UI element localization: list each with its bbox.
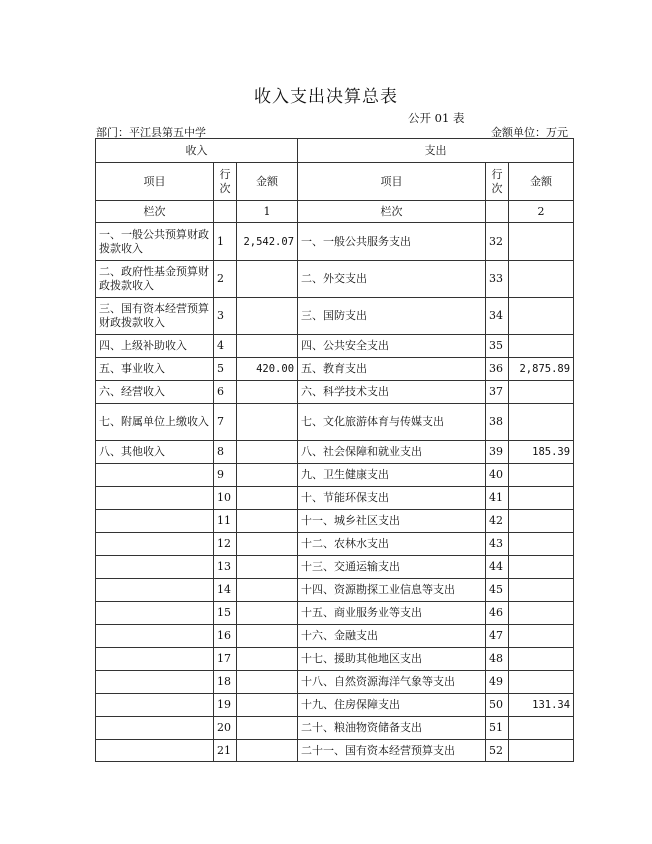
form-number: 公开 01 表 bbox=[408, 111, 465, 125]
income-amount bbox=[237, 487, 298, 510]
income-row-number: 5 bbox=[214, 358, 237, 381]
expense-amount bbox=[509, 335, 574, 358]
expense-amount bbox=[509, 556, 574, 579]
table-row bbox=[96, 358, 574, 381]
expense-item: 十八、自然资源海洋气象等支出 bbox=[298, 671, 486, 694]
income-item bbox=[96, 556, 214, 579]
income-amount bbox=[237, 717, 298, 740]
expense-item: 八、社会保障和就业支出 bbox=[298, 441, 486, 464]
income-row-number: 15 bbox=[214, 602, 237, 625]
amount-unit-label: 金额单位：万元 bbox=[491, 126, 568, 139]
expense-row-number: 40 bbox=[486, 464, 509, 487]
expense-amount bbox=[509, 381, 574, 404]
table-row bbox=[96, 298, 574, 335]
expense-row-number: 43 bbox=[486, 533, 509, 556]
income-item bbox=[96, 602, 214, 625]
expense-amount bbox=[509, 223, 574, 261]
expense-item: 十六、金融支出 bbox=[298, 625, 486, 648]
income-item: 六、经营收入 bbox=[96, 381, 214, 404]
income-amount: 2,542.07 bbox=[237, 223, 298, 261]
income-amount bbox=[237, 381, 298, 404]
income-item bbox=[96, 487, 214, 510]
expense-item: 九、卫生健康支出 bbox=[298, 464, 486, 487]
income-item bbox=[96, 579, 214, 602]
table-row bbox=[96, 441, 574, 464]
expense-amount bbox=[509, 510, 574, 533]
income-amount bbox=[237, 510, 298, 533]
expense-item-header: 项目 bbox=[298, 163, 486, 201]
income-amount bbox=[237, 556, 298, 579]
income-item bbox=[96, 671, 214, 694]
expense-lanci-number: 2 bbox=[509, 201, 574, 223]
table-row bbox=[96, 579, 574, 602]
income-amount bbox=[237, 602, 298, 625]
expense-item: 二十一、国有资本经营预算支出 bbox=[298, 740, 486, 762]
income-lanci-label: 栏次 bbox=[96, 201, 214, 223]
expense-amount bbox=[509, 298, 574, 335]
table-row bbox=[96, 335, 574, 358]
expense-row-number: 39 bbox=[486, 441, 509, 464]
expense-amount bbox=[509, 740, 574, 762]
income-item: 四、上级补助收入 bbox=[96, 335, 214, 358]
column-header-row bbox=[96, 163, 574, 201]
expense-row-number: 49 bbox=[486, 671, 509, 694]
income-item: 八、其他收入 bbox=[96, 441, 214, 464]
table-row bbox=[96, 404, 574, 441]
income-row-number: 9 bbox=[214, 464, 237, 487]
income-amount bbox=[237, 298, 298, 335]
table-row bbox=[96, 625, 574, 648]
income-item: 二、政府性基金预算财政拨款收入 bbox=[96, 261, 214, 298]
income-row-number: 16 bbox=[214, 625, 237, 648]
income-amount bbox=[237, 694, 298, 717]
expense-row-number: 48 bbox=[486, 648, 509, 671]
income-item: 三、国有资本经营预算财政拨款收入 bbox=[96, 298, 214, 335]
income-amount bbox=[237, 261, 298, 298]
expense-lanci-label: 栏次 bbox=[298, 201, 486, 223]
income-item bbox=[96, 717, 214, 740]
income-amount bbox=[237, 335, 298, 358]
income-row-number: 13 bbox=[214, 556, 237, 579]
table-row bbox=[96, 510, 574, 533]
lanci-row bbox=[96, 201, 574, 223]
income-row-number: 7 bbox=[214, 404, 237, 441]
income-amount bbox=[237, 740, 298, 762]
table-row bbox=[96, 381, 574, 404]
table-row bbox=[96, 464, 574, 487]
income-amount bbox=[237, 404, 298, 441]
department-label: 部门：平江县第五中学 bbox=[96, 126, 206, 139]
income-amount bbox=[237, 625, 298, 648]
income-amount bbox=[237, 579, 298, 602]
income-amount bbox=[237, 441, 298, 464]
table-row bbox=[96, 671, 574, 694]
income-row-number: 17 bbox=[214, 648, 237, 671]
expense-row-number: 38 bbox=[486, 404, 509, 441]
expense-amount: 2,875.89 bbox=[509, 358, 574, 381]
section-header-row bbox=[96, 139, 574, 163]
income-amount bbox=[237, 533, 298, 556]
expense-row-number: 32 bbox=[486, 223, 509, 261]
expense-row-number: 33 bbox=[486, 261, 509, 298]
income-lanci-blank bbox=[214, 201, 237, 223]
income-item bbox=[96, 533, 214, 556]
expense-row-number: 36 bbox=[486, 358, 509, 381]
income-amount: 420.00 bbox=[237, 358, 298, 381]
income-item bbox=[96, 510, 214, 533]
expense-amount bbox=[509, 625, 574, 648]
expense-amount bbox=[509, 404, 574, 441]
summary-table bbox=[95, 138, 574, 762]
expense-item: 十七、援助其他地区支出 bbox=[298, 648, 486, 671]
expense-item: 十、节能环保支出 bbox=[298, 487, 486, 510]
expense-amount-header: 金额 bbox=[509, 163, 574, 201]
expense-row-number: 47 bbox=[486, 625, 509, 648]
income-section-header: 收入 bbox=[96, 139, 298, 163]
table-row bbox=[96, 740, 574, 762]
income-item-header: 项目 bbox=[96, 163, 214, 201]
expense-amount bbox=[509, 487, 574, 510]
expense-section-header: 支出 bbox=[298, 139, 574, 163]
income-row-number: 21 bbox=[214, 740, 237, 762]
income-row-number: 3 bbox=[214, 298, 237, 335]
income-item: 七、附属单位上缴收入 bbox=[96, 404, 214, 441]
table-row bbox=[96, 487, 574, 510]
expense-amount bbox=[509, 717, 574, 740]
income-item: 五、事业收入 bbox=[96, 358, 214, 381]
expense-item: 十四、资源勘探工业信息等支出 bbox=[298, 579, 486, 602]
income-item bbox=[96, 740, 214, 762]
expense-item: 十五、商业服务业等支出 bbox=[298, 602, 486, 625]
expense-row-number: 44 bbox=[486, 556, 509, 579]
expense-item: 十九、住房保障支出 bbox=[298, 694, 486, 717]
expense-item: 二十、粮油物资储备支出 bbox=[298, 717, 486, 740]
table-row bbox=[96, 602, 574, 625]
expense-amount bbox=[509, 648, 574, 671]
expense-amount: 185.39 bbox=[509, 441, 574, 464]
expense-item: 十三、交通运输支出 bbox=[298, 556, 486, 579]
income-row-number: 20 bbox=[214, 717, 237, 740]
expense-item: 十二、农林水支出 bbox=[298, 533, 486, 556]
income-row-number: 2 bbox=[214, 261, 237, 298]
expense-item: 二、外交支出 bbox=[298, 261, 486, 298]
summary-table-body bbox=[96, 139, 574, 762]
table-row bbox=[96, 533, 574, 556]
expense-row-number: 35 bbox=[486, 335, 509, 358]
income-item bbox=[96, 464, 214, 487]
expense-amount bbox=[509, 579, 574, 602]
table-row bbox=[96, 261, 574, 298]
expense-row-number: 52 bbox=[486, 740, 509, 762]
income-row-number: 1 bbox=[214, 223, 237, 261]
income-amount bbox=[237, 648, 298, 671]
expense-row-number: 50 bbox=[486, 694, 509, 717]
income-row-number: 8 bbox=[214, 441, 237, 464]
income-amount-header: 金额 bbox=[237, 163, 298, 201]
expense-item: 十一、城乡社区支出 bbox=[298, 510, 486, 533]
table-row bbox=[96, 648, 574, 671]
income-row-number: 4 bbox=[214, 335, 237, 358]
expense-row-number: 45 bbox=[486, 579, 509, 602]
expense-amount bbox=[509, 464, 574, 487]
expense-row-number: 37 bbox=[486, 381, 509, 404]
income-row-number: 6 bbox=[214, 381, 237, 404]
income-lanci-number: 1 bbox=[237, 201, 298, 223]
table-row bbox=[96, 694, 574, 717]
expense-row-number: 41 bbox=[486, 487, 509, 510]
income-amount bbox=[237, 464, 298, 487]
income-item bbox=[96, 625, 214, 648]
expense-amount bbox=[509, 671, 574, 694]
expense-amount bbox=[509, 261, 574, 298]
expense-rowno-header: 行 次 bbox=[486, 163, 509, 201]
expense-row-number: 46 bbox=[486, 602, 509, 625]
income-row-number: 12 bbox=[214, 533, 237, 556]
expense-lanci-blank bbox=[486, 201, 509, 223]
expense-amount bbox=[509, 602, 574, 625]
expense-row-number: 34 bbox=[486, 298, 509, 335]
expense-row-number: 51 bbox=[486, 717, 509, 740]
income-row-number: 19 bbox=[214, 694, 237, 717]
income-item: 一、一般公共预算财政拨款收入 bbox=[96, 223, 214, 261]
table-row bbox=[96, 717, 574, 740]
table-row bbox=[96, 223, 574, 261]
income-row-number: 10 bbox=[214, 487, 237, 510]
income-item bbox=[96, 648, 214, 671]
expense-item: 七、文化旅游体育与传媒支出 bbox=[298, 404, 486, 441]
income-rowno-header: 行 次 bbox=[214, 163, 237, 201]
expense-amount bbox=[509, 533, 574, 556]
expense-item: 四、公共安全支出 bbox=[298, 335, 486, 358]
income-row-number: 14 bbox=[214, 579, 237, 602]
expense-amount: 131.34 bbox=[509, 694, 574, 717]
income-item bbox=[96, 694, 214, 717]
table-row bbox=[96, 556, 574, 579]
income-row-number: 18 bbox=[214, 671, 237, 694]
income-amount bbox=[237, 671, 298, 694]
page-title: 收入支出决算总表 bbox=[254, 87, 398, 107]
income-row-number: 11 bbox=[214, 510, 237, 533]
expense-item: 五、教育支出 bbox=[298, 358, 486, 381]
expense-row-number: 42 bbox=[486, 510, 509, 533]
expense-item: 一、一般公共服务支出 bbox=[298, 223, 486, 261]
expense-item: 六、科学技术支出 bbox=[298, 381, 486, 404]
expense-item: 三、国防支出 bbox=[298, 298, 486, 335]
